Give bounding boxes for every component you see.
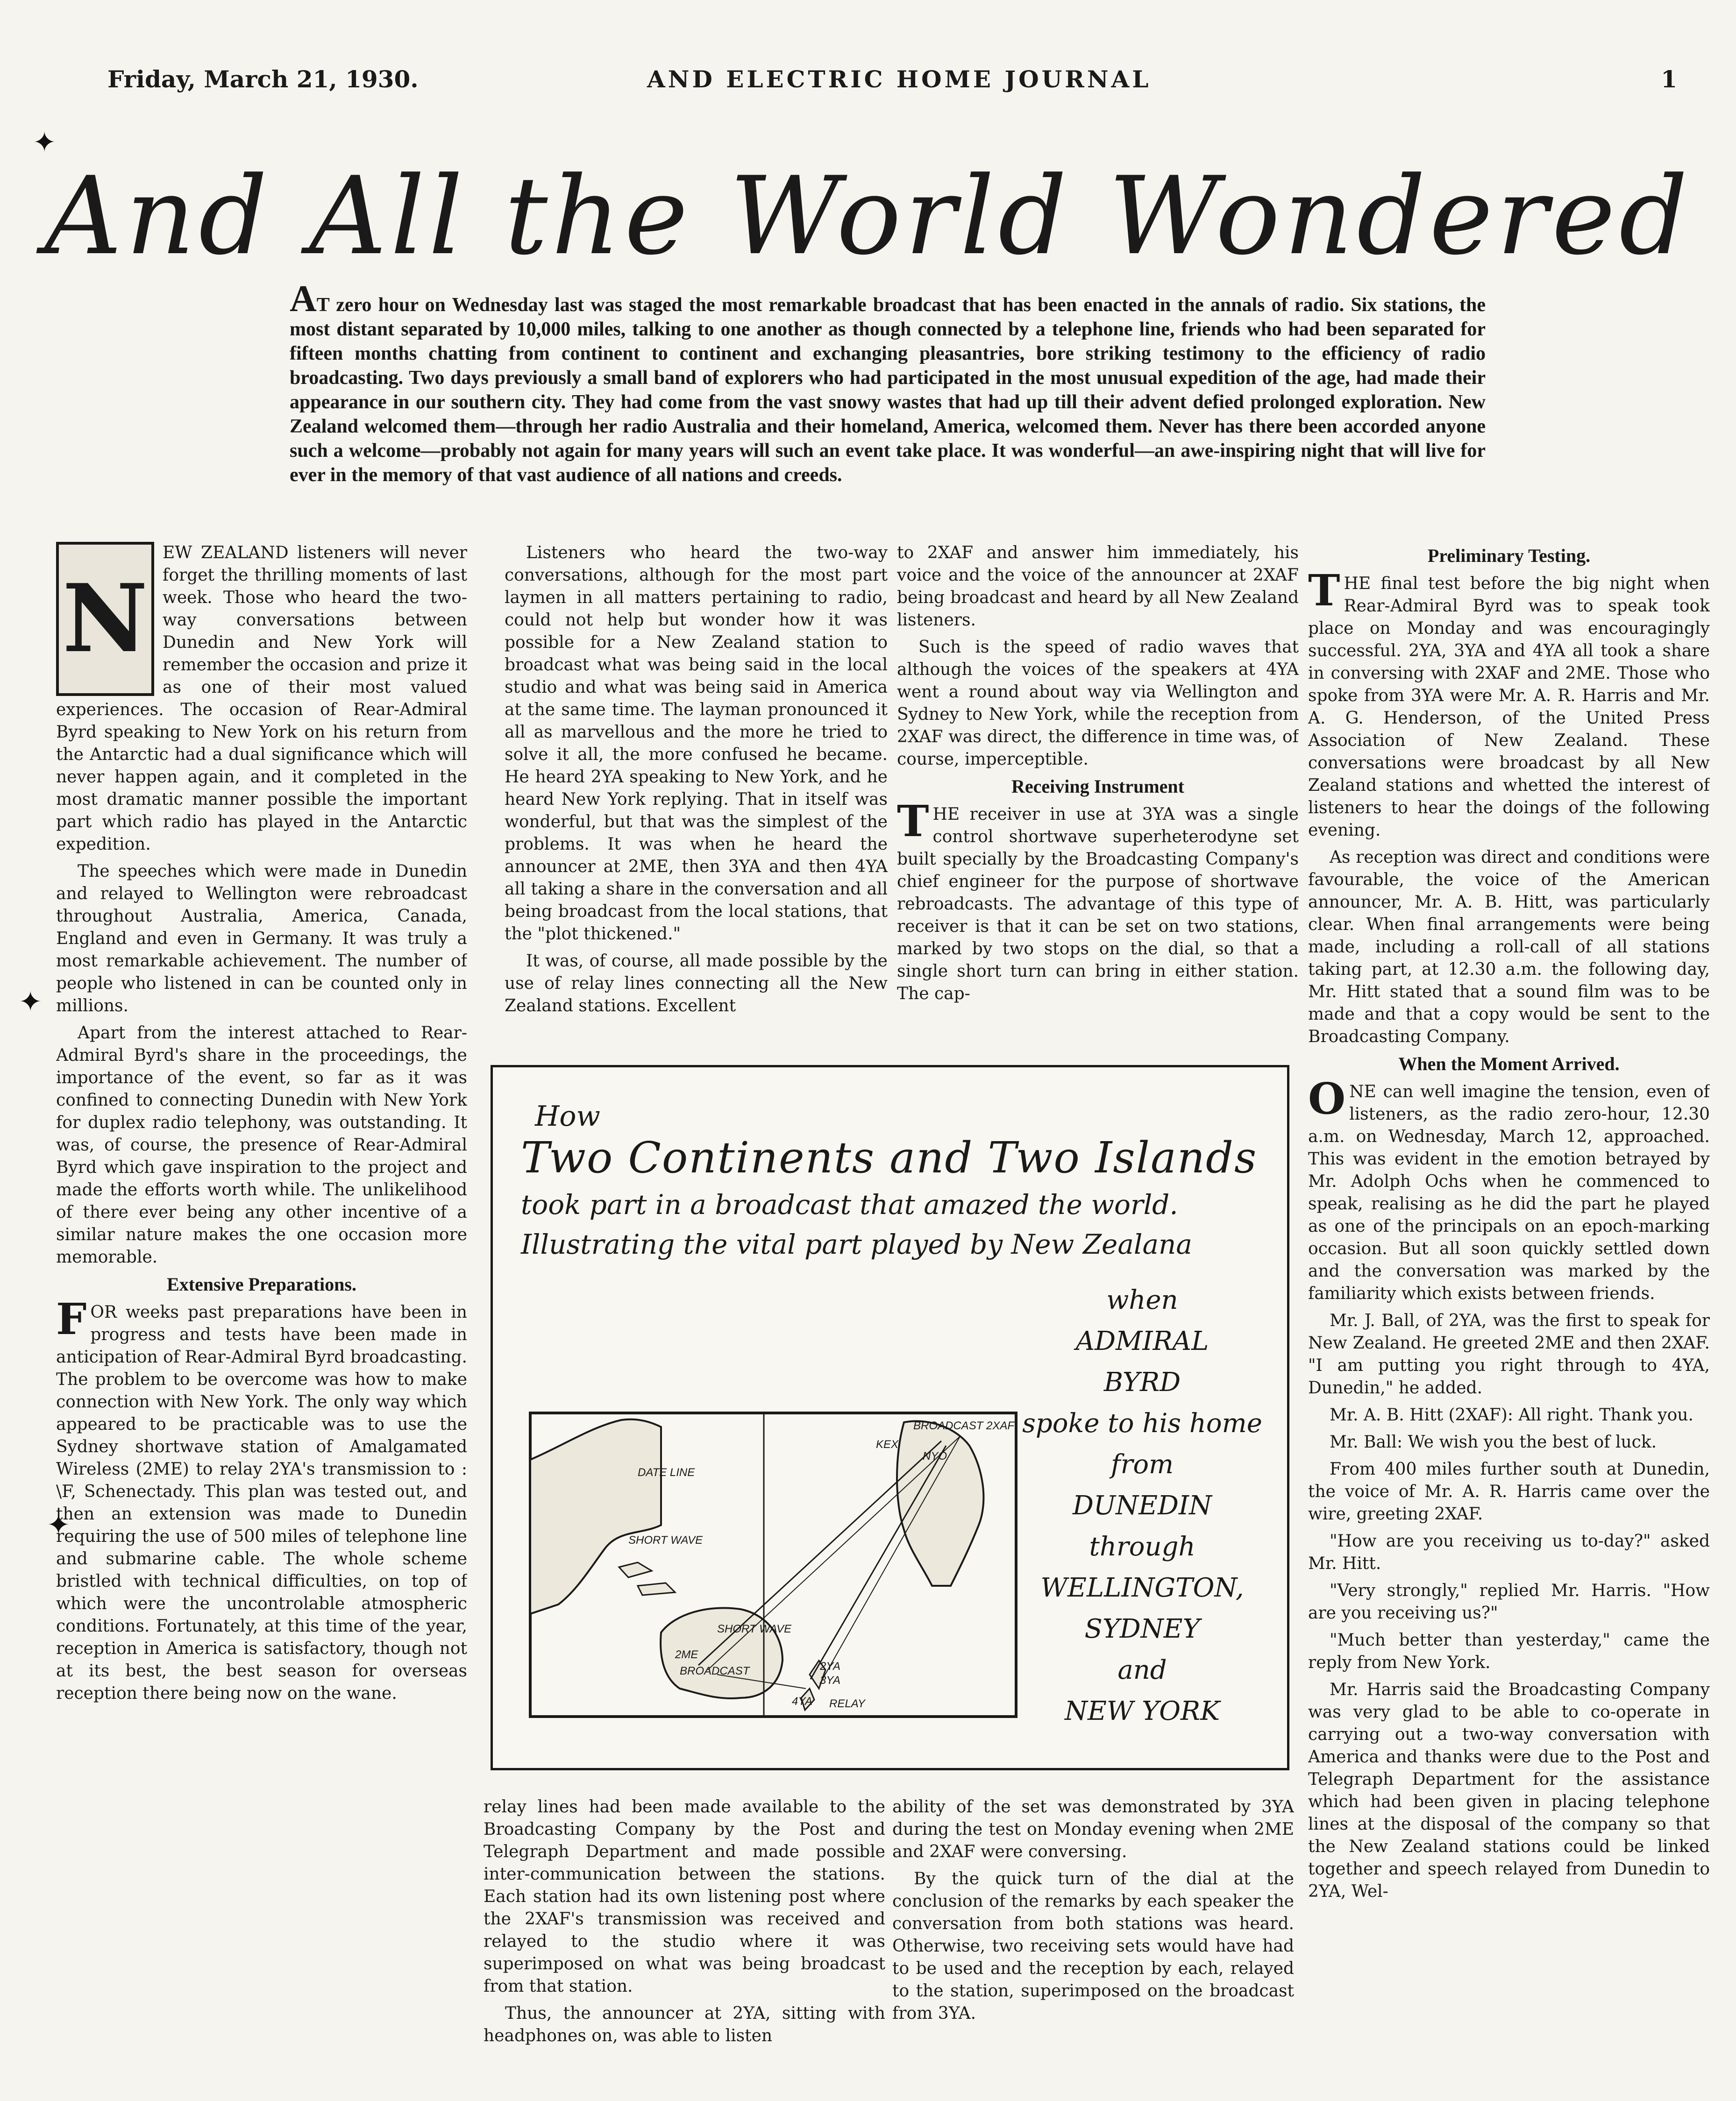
col1-para-3: Apart from the interest attached to Rear-Admiral Byrd's share in the proceedings, the importance of the event, so far as it was confined to connecting Dunedin with New York for duplex radio telephony, was outstanding. It was, of course, the presence of Rear-Admiral Byrd which gave inspiration to the project and made the efforts worth while. The unlikelihood of there ever being any other incentive of a similar nature makes the one occasion more memorable. (56, 1023, 467, 1267)
col1-text-4: OR weeks past preparations have been in progress and tests have been made in anticipation of Rear-Admiral Byrd broadcasting. The problem to be overcome was how to make connection with New York. The only way which appeared to be practicable was to use the Sydney shortwave station of Amalgamated Wireless (2ME) to relay 2YA's transmission to : \F, Schenectady. This plan was tested out, and then an extension was made to Dunedin requiring the use of 500 miles of telephone line and submarine cable. The whole scheme bristled with technical difficulties, on top of which were the uncontrolable atmospheric conditions. Fortunately, at this time of the year, reception in America is satisfactory, though not at its best, the best season for overseas reception there being now on the wane. (56, 1303, 467, 1703)
col4-para-9: "Very strongly," replied Mr. Harris. "How are you receiving us?" (1308, 1581, 1710, 1623)
label-3ya: 3YA (820, 1674, 841, 1687)
col2b-para-1: relay lines had been made available to the Broadcasting Company by the Post and Telegraph Department and made possible inter-communication between the stations. Each station had its own listening post where the 2XAF's transmission was received and relayed to the studio where it was superimposed on what was being broadcast from that station. (484, 1797, 885, 1996)
label-short-wave-2: SHORT WAVE (717, 1623, 792, 1635)
page-number: 1 (1661, 65, 1677, 93)
headline: And All the World Wondered (44, 154, 1692, 279)
section-heading-preliminary-testing: Preliminary Testing. (1427, 545, 1591, 566)
col3-para-2: Such is the speed of radio waves that although the voices of the speakers at 4YA went a round about way via Wellington and Sydney to New York, while the reception from 2XAF was direct, the difference in time was, of course, imperceptible. (897, 638, 1299, 769)
label-date-line: DATE LINE (638, 1466, 695, 1479)
north-america-landmass (897, 1421, 983, 1586)
figure-route-caption (1011, 1280, 1273, 1732)
ink-blot-3: ✦ (47, 1509, 71, 1541)
ornate-initial: N (56, 542, 154, 696)
figure-title: Two Continents and Two Islands (521, 1133, 1258, 1183)
col1-para-2: The speeches which were made in Dunedin and relayed to Wellington were rebroadcast throughout Australia, America, Canada, England and even in Germany. It was truly a most remarkable achievement. The number of people who listened in can be counted only in millions. (56, 862, 467, 1015)
pacific-map (521, 1306, 1025, 1726)
col4-para-2: As reception was direct and conditions were favourable, the voice of the American announcer, Mr. A. B. Hitt, was particularly clear. When final arrangements were being made, including a roll-call of all stations taking part, at 12.30 a.m. the following day, Mr. Hitt stated that a sound film was to be made and that a copy would be sent to the Broadcasting Company. (1308, 848, 1710, 1046)
route-line-6: DUNEDIN (1073, 1491, 1212, 1521)
col4-drop-letter-2: O (1308, 1073, 1346, 1124)
col4-drop-letter-1: T (1308, 565, 1340, 616)
col2-para-2: It was, of course, all made possible by the use of relay lines connecting all the New Zealand stations. Excellent (505, 951, 888, 1015)
col3-para-3 (897, 796, 1299, 1005)
section-heading-extensive-preparations: Extensive Preparations. (167, 1274, 356, 1295)
label-relay: RELAY (829, 1697, 865, 1710)
col4-text-3: NE can well imagine the tension, even of listeners, as the radio zero-hour, 12.30 a.m. on Wednesday, March 12, approached. This was evident in the emotion betrayed by Mr. Adolph Ochs when he commenced to speak, realising as he did the part he played as one of the principals on an epoch-marking occasion. But all soon quickly settled down and the conversation was marked by the familiarity which exists between friends. (1308, 1082, 1710, 1303)
col4-para-1 (1308, 565, 1710, 842)
label-4ya: 4YA (792, 1695, 813, 1708)
label-nyo: NYO (923, 1450, 947, 1462)
col4-para-10: "Much better than yesterday," came the reply from New York. (1308, 1631, 1710, 1672)
section-heading-receiving-instrument: Receiving Instrument (1011, 776, 1184, 797)
col3b-para-2: By the quick turn of the dial at the conclusion of the remarks by each speaker the conversation from both stations was heard. Otherwise, two receiving sets would have had to be used and the reception by each, relayed to the station, superimposed on the broadcast from 3YA. (892, 1869, 1294, 2023)
col1-text-1: EW ZEALAND listeners will never forget the thrilling moments of last week. Those who heard the two-way conversations between Dunedin and New York will remember the occasion and prize it as one of their most valued experiences. The occasion of Rear-Admiral Byrd speaking to New York on his return from the Antarctic had a dual significance which will never happen again, and it completed in the most dramatic manner possible the important part which radio has played in the Antarctic expedition. (56, 543, 467, 854)
col1-para-1 (56, 542, 467, 856)
label-broadcast-2xaf: BROADCAST 2XAF (913, 1420, 1015, 1432)
section-heading-when-moment-arrived: When the Moment Arrived. (1398, 1053, 1620, 1074)
map-svg (521, 1306, 1025, 1726)
intro-drop-letter: A (290, 278, 317, 319)
ink-blot-2: ✦ (19, 986, 43, 1018)
route-line-10: and (1117, 1655, 1167, 1685)
issue-date: Friday, March 21, 1930. (107, 65, 419, 93)
page-header (79, 56, 1677, 93)
column-2 (505, 542, 888, 1079)
column-1 (56, 542, 467, 2083)
column-2-continued (484, 1796, 885, 2090)
broadcast-map-figure (491, 1065, 1289, 1770)
route-line-1: when (1106, 1285, 1178, 1315)
route-line-7: through (1089, 1532, 1195, 1562)
col4-para-4: Mr. J. Ball, of 2YA, was the first to speak for New Zealand. He greeted 2ME and then 2XAF. "I am putting you right through to 4YA, Dunedin," he added. (1308, 1311, 1710, 1398)
col1-drop-letter: F (56, 1294, 87, 1344)
label-kex: KEX (876, 1438, 899, 1451)
route-line-9: SYDNEY (1084, 1614, 1200, 1644)
col4-para-7: From 400 miles further south at Dunedin, the voice of Mr. A. R. Harris came over the wire, greeting 2XAF. (1308, 1460, 1710, 1524)
route-line-8: WELLINGTON, (1040, 1573, 1244, 1603)
route-line-2: ADMIRAL (1075, 1326, 1209, 1356)
col4-para-5: Mr. A. B. Hitt (2XAF): All right. Thank you. (1330, 1405, 1693, 1425)
column-3-continued (892, 1796, 1294, 2090)
route-line-4: spoke to his home (1022, 1408, 1262, 1439)
col3-para-1: to 2XAF and answer him immediately, his voice and the voice of the announcer at 2XAF being broadcast and heard by all New Zealand listeners. (897, 543, 1299, 630)
col3b-para-1: ability of the set was demonstrated by 3YA during the test on Monday evening when 2ME and 2XAF were conversing. (892, 1797, 1294, 1861)
label-2ya: 2YA (820, 1660, 841, 1673)
intro-text: T zero hour on Wednesday last was staged the most remarkable broadcast that has been enacted in the annals of radio. Six stations, the most distant separated by 10,000 miles, talking to one another as though connected by a telephone line, friends who had been separated for fifteen months chatting from continent to continent and exchanging pleasantries, bore striking testimony to the efficiency of radio broadcasting. Two days previously a small band of explorers who had participated in the most unusual expedition of the age, had made their appearance in our southern city. They had come from the vast snowy wastes that had up till their advent defied prolonged exploration. New Zealand welcomed them—through her radio Australia and their homeland, America, welcomed them. Never has there been accorded anyone such a welcome—probably not again for many years will such an event take place. It was wonderful—an awe-inspiring night that will live for ever in the memory of that vast audience of all nations and creeds. (290, 294, 1486, 486)
ink-blot-1: ✦ (33, 126, 57, 159)
col4-para-6: Mr. Ball: We wish you the best of luck. (1330, 1433, 1657, 1452)
figure-subtitle-2: Illustrating the vital part played by New Zealana (521, 1228, 1192, 1260)
col4-para-11: Mr. Harris said the Broadcasting Company was very glad to be able to co-operate in carrying out a two-way conversation with America and thanks were due to the Post and Telegraph Department for the assistance which had been given in placing telephone lines at the disposal of the company so that the New Zealand stations could be linked together and speech relayed from Dunedin to 2YA, Wel- (1308, 1680, 1710, 1901)
col1-para-4 (56, 1294, 467, 1705)
col3-text-3: HE receiver in use at 3YA was a single control shortwave superheterodyne set built specially by the Broadcasting Company's chief engineer for the purpose of shortwave rebroadcasts. The advantage of this type of receiver is that it can be set on two stations, marked by two stops on the dial, so that a single short turn can bring in either station. The cap- (897, 805, 1299, 1003)
route-line-5: from (1110, 1449, 1174, 1480)
col4-para-8: "How are you receiving us to-day?" asked Mr. Hitt. (1308, 1532, 1710, 1573)
col2-para-1: Listeners who heard the two-way conversations, although for the most part laymen in all matters pertaining to radio, could not help but wonder how it was possible for a New Zealand station to broadcast what was being said in the local studio and what was being said in America at the same time. The layman pronounced it all as marvellous and the more he tried to solve it all, the more confused he became. He heard 2YA speaking to New York, and he heard New York replying. That in itself was wonderful, but that was the simplest of the problems. It was when he heard the announcer at 2ME, then 3YA and then 4YA all taking a share in the conversation and all being broadcast from the local stations, that the "plot thickened." (505, 543, 888, 944)
col4-text-1: HE final test before the big night when Rear-Admiral Byrd was to speak took place on Monday and was encouragingly successful. 2YA, 3YA and 4YA all took a share in conversing with 2XAF and 2ME. Those who spoke from 3YA were Mr. A. R. Harris and Mr. A. G. Henderson, of the United Press Association of New Zealand. These conversations were broadcast by all New Zealand stations and whetted the interest of listeners to hear the doings of the following evening. (1308, 574, 1710, 840)
col4-para-3 (1308, 1073, 1710, 1305)
island-chain (619, 1562, 675, 1595)
intro-paragraph (290, 278, 1486, 487)
column-3 (897, 542, 1299, 1079)
route-line-11: NEW YORK (1064, 1696, 1220, 1726)
label-short-wave-1: SHORT WAVE (628, 1534, 703, 1547)
route-line-3: BYRD (1103, 1367, 1181, 1398)
col2b-para-2: Thus, the announcer at 2YA, sitting with headphones on, was able to listen (484, 2004, 885, 2045)
asia-landmass (530, 1420, 661, 1614)
label-broadcast: BROADCAST (680, 1665, 750, 1677)
col3-drop-letter: T (897, 796, 929, 846)
label-2me: 2ME (675, 1648, 698, 1661)
column-4 (1308, 542, 1710, 2083)
figure-how: How (535, 1100, 600, 1133)
journal-name: AND ELECTRIC HOME JOURNAL (647, 65, 1152, 93)
figure-subtitle-1: took part in a broadcast that amazed the world. (521, 1189, 1178, 1221)
